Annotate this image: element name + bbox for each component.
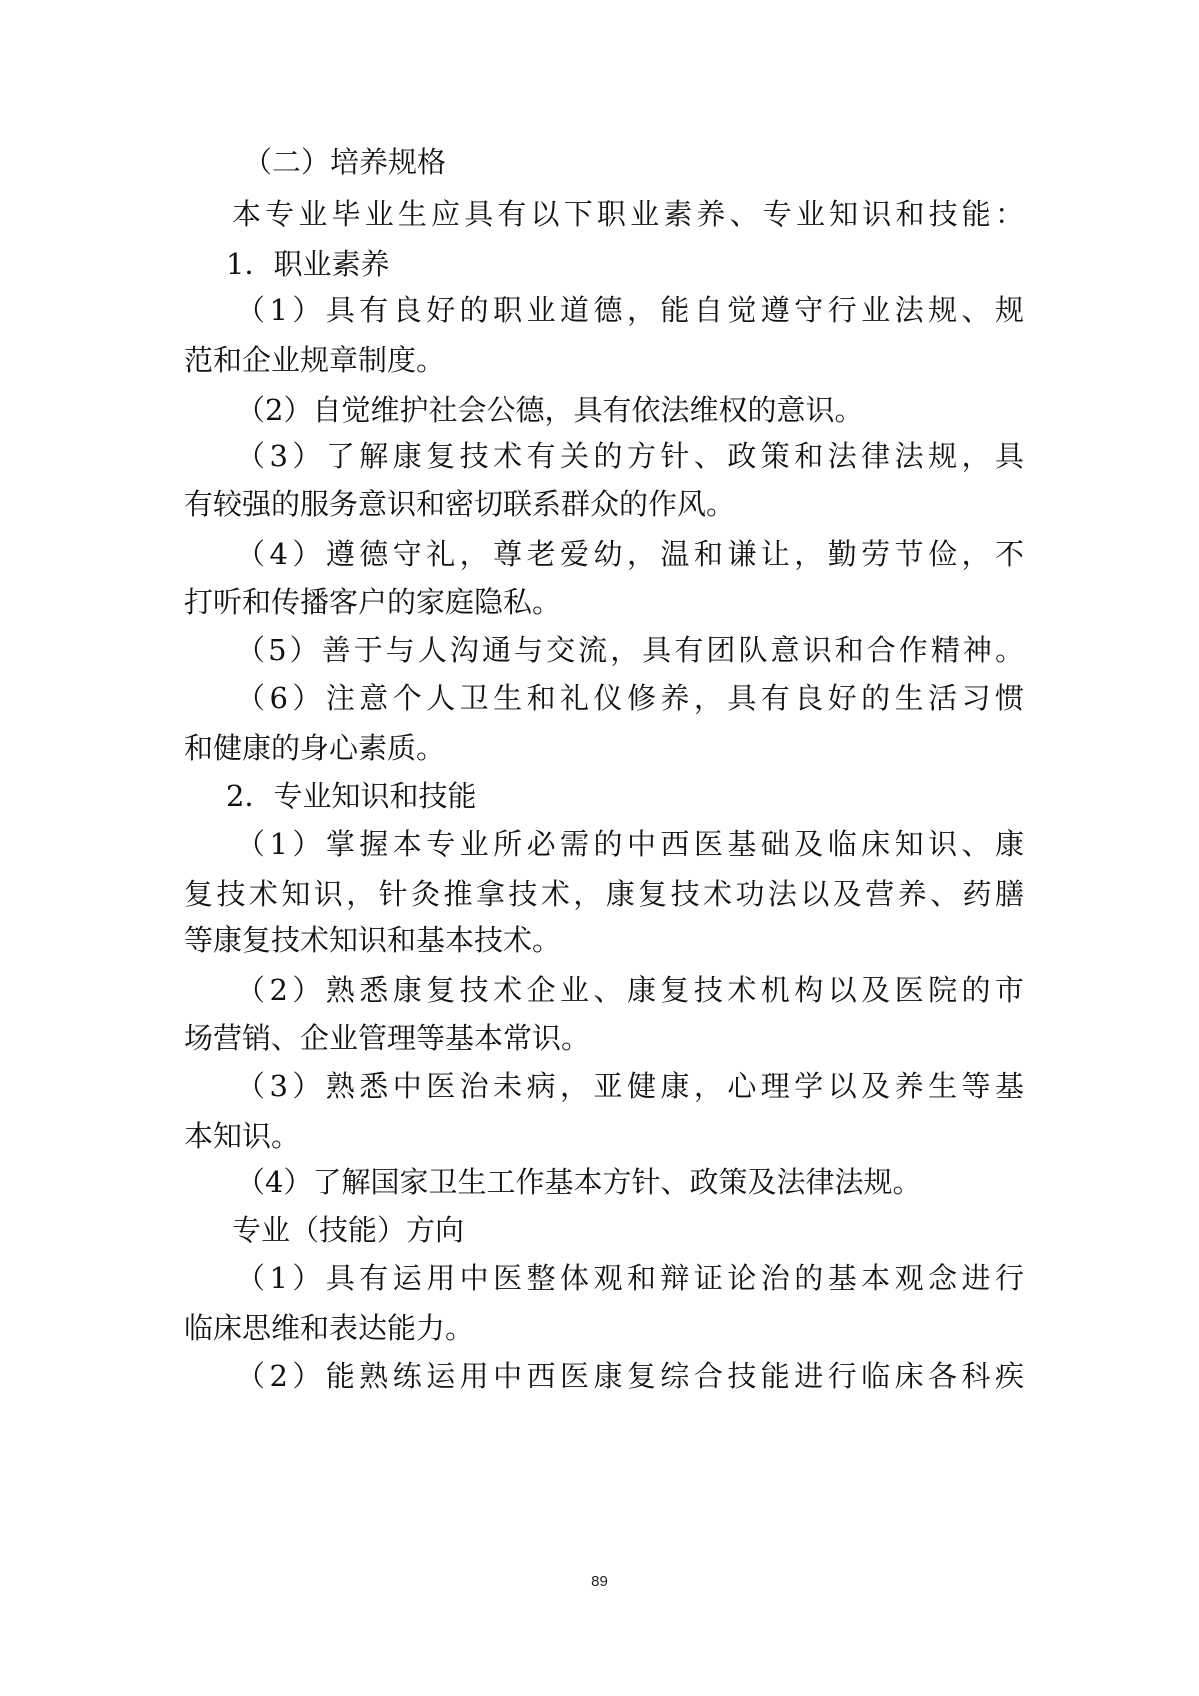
part2-item3-line1: （3）熟悉中医治未病，亚健康，心理学以及养生等基 — [236, 1069, 1024, 1103]
part1-item4-line2: 打听和传播客户的家庭隐私。 — [184, 585, 562, 619]
part2-item4-line1: （4）了解国家卫生工作基本方针、政策及法律法规。 — [236, 1165, 922, 1199]
part1-item1-line1: （1）具有良好的职业道德，能自觉遵守行业法规、规 — [236, 293, 1024, 327]
part1-item5-line1: （5）善于与人沟通与交流，具有团队意识和合作精神。 — [236, 633, 1024, 667]
part3-item1-line1: （1）具有运用中医整体观和辩证论治的基本观念进行 — [236, 1261, 1024, 1295]
part1-item1-line2: 范和企业规章制度。 — [184, 343, 446, 377]
part3-item2-line1: （2）能熟练运用中西医康复综合技能进行临床各科疾 — [236, 1359, 1024, 1393]
part1-item6-line2: 和健康的身心素质。 — [184, 731, 446, 765]
section-heading: （二）培养规格 — [243, 145, 447, 179]
part1-item3-line2: 有较强的服务意识和密切联系群众的作风。 — [184, 487, 736, 521]
part2-item1-line2: 复技术知识，针灸推拿技术，康复技术功法以及营养、药膳 — [184, 877, 1024, 911]
part2-item1-line1: （1）掌握本专业所必需的中西医基础及临床知识、康 — [236, 827, 1024, 861]
part2-item2-line1: （2）熟悉康复技术企业、康复技术机构以及医院的市 — [236, 973, 1024, 1007]
part2-item1-line3: 等康复技术知识和基本技术。 — [184, 923, 562, 957]
page-number: 89 — [591, 1573, 608, 1590]
intro-paragraph: 本专业毕业生应具有以下职业素养、专业知识和技能： — [232, 197, 1024, 231]
part1-item6-line1: （6）注意个人卫生和礼仪修养，具有良好的生活习惯 — [236, 681, 1024, 715]
part3-heading: 专业（技能）方向 — [232, 1213, 465, 1247]
part1-item4-line1: （4）遵德守礼，尊老爱幼，温和谦让，勤劳节俭，不 — [236, 537, 1024, 571]
part1-item2-line1: （2）自觉维护社会公德，具有依法维权的意识。 — [236, 393, 864, 427]
part3-item1-line2: 临床思维和表达能力。 — [184, 1311, 475, 1345]
part1-item3-line1: （3）了解康复技术有关的方针、政策和法律法规，具 — [236, 439, 1024, 473]
part2-item3-line2: 本知识。 — [184, 1119, 301, 1153]
part2-item2-line2: 场营销、企业管理等基本常识。 — [184, 1021, 591, 1055]
part1-heading: 1．职业素养 — [226, 247, 390, 281]
part2-heading: 2．专业知识和技能 — [226, 779, 477, 813]
